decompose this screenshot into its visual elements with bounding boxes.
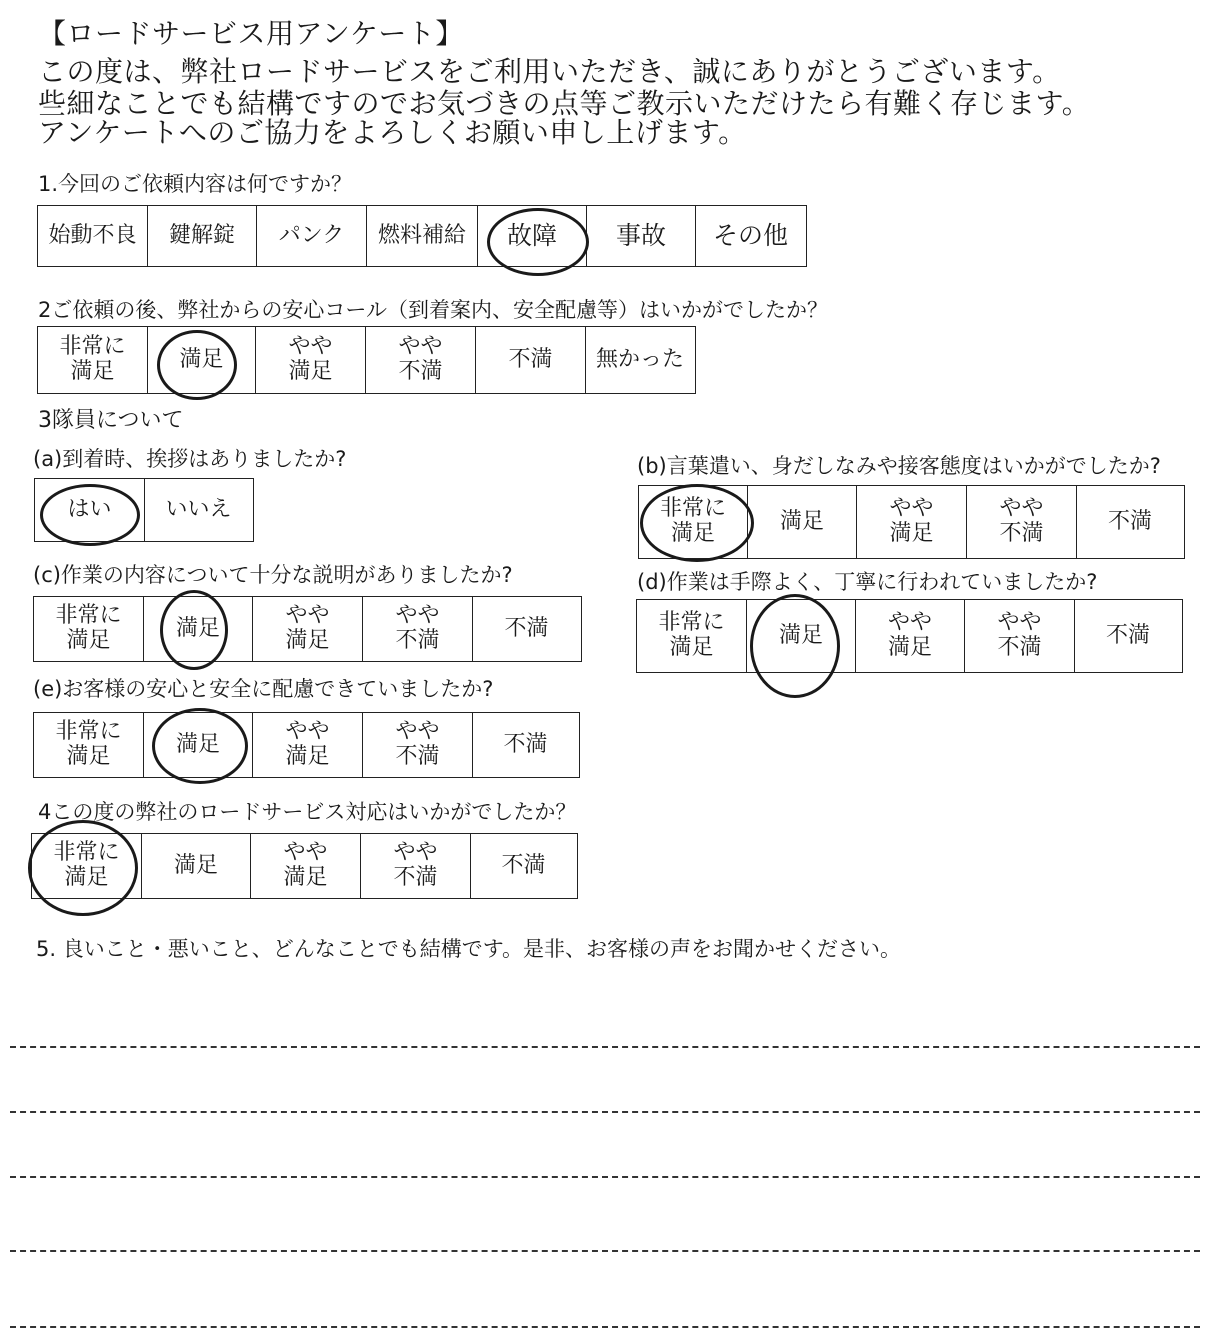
q1-option-selected[interactable] — [478, 206, 587, 266]
q3b-option-label: 非常に — [659, 496, 726, 522]
q3c-options — [33, 596, 582, 662]
q3b-options — [638, 485, 1185, 559]
q4-option[interactable] — [361, 834, 471, 898]
q4-option-label: 非常に — [53, 840, 120, 866]
q3d-option-selected[interactable] — [747, 600, 856, 672]
q4-option-label: やや — [283, 840, 328, 866]
q2-question: 2ご依頼の後、弊社からの安心コール（到着案内、安全配慮等）はいかがでしたか？ — [38, 298, 828, 322]
q3e-options — [33, 712, 580, 778]
q3c-question: (c)作業の内容について十分な説明がありましたか? — [33, 563, 513, 587]
q3d-options — [636, 599, 1183, 673]
q1-option[interactable] — [587, 206, 696, 266]
q3d-question: (d)作業は手際よく、丁寧に行われていましたか? — [637, 570, 1098, 594]
q4-option[interactable] — [142, 834, 251, 898]
q3a-option[interactable] — [145, 479, 252, 541]
q4-option-label: 満足 — [173, 852, 218, 878]
q3c-option-label: 不満 — [395, 628, 440, 653]
q3e-option-label: 不満 — [395, 744, 440, 769]
q3d-option[interactable] — [965, 600, 1075, 672]
q1-option-label: 始動不良 — [48, 222, 137, 248]
q2-options — [37, 326, 696, 394]
q3e-option[interactable] — [363, 713, 473, 777]
q2-option-label: 無かった — [595, 346, 684, 372]
q4-question: 4この度の弊社のロードサービス対応はいかがでしたか？ — [38, 800, 577, 824]
q4-option-selected[interactable] — [32, 834, 142, 898]
q3c-option-label: 不満 — [504, 615, 549, 641]
q3e-option[interactable] — [34, 713, 144, 777]
q3b-option[interactable] — [1077, 486, 1183, 558]
q1-option[interactable] — [696, 206, 805, 266]
q3c-option-label: 満足 — [285, 628, 330, 653]
answer-line[interactable] — [10, 1111, 1200, 1113]
q2-option[interactable] — [586, 327, 694, 393]
q3d-option-label: 不満 — [1105, 622, 1150, 648]
answer-line[interactable] — [10, 1176, 1200, 1178]
q3a-option-label: いいえ — [165, 496, 232, 522]
q3e-option[interactable] — [473, 713, 578, 777]
q1-option-label: 鍵解錠 — [168, 222, 235, 248]
q4-option-label: やや — [393, 840, 438, 866]
q3d-option-label: やや — [997, 610, 1042, 636]
q3d-option-label: 満足 — [887, 635, 932, 660]
q1-option-label: 事故 — [615, 221, 666, 250]
q3e-question: (e)お客様の安心と安全に配慮できていましたか? — [33, 677, 494, 701]
q3a-option-label: はい — [67, 496, 112, 522]
q5-question: 5. 良いこと・悪いこと、どんなことでも結構です。是非、お客様の声をお聞かせください。 — [36, 937, 902, 961]
q4-option-label: 満足 — [283, 865, 328, 890]
q3c-option[interactable] — [34, 597, 144, 661]
q2-option-label: 満足 — [179, 346, 224, 372]
q3d-option-label: 不満 — [997, 635, 1042, 660]
q4-options — [31, 833, 578, 899]
q2-option-label: やや — [288, 334, 333, 360]
q2-option-label: 満足 — [70, 359, 115, 384]
q2-option-label: 不満 — [398, 359, 443, 384]
q3e-option-label: やや — [395, 719, 440, 745]
q3c-option[interactable] — [363, 597, 473, 661]
q3e-option-label: 満足 — [66, 744, 111, 769]
q3d-option-label: 満足 — [778, 622, 823, 648]
q3b-option[interactable] — [967, 486, 1077, 558]
q3c-option-selected[interactable] — [144, 597, 253, 661]
q3b-option[interactable] — [748, 486, 857, 558]
q3b-option-label: 満足 — [670, 521, 715, 546]
q3c-option-label: 満足 — [175, 615, 220, 641]
q3a-option-selected[interactable] — [35, 479, 145, 541]
q3c-option-label: やや — [395, 603, 440, 629]
q3e-option-label: 不満 — [503, 731, 548, 757]
q1-option-label: 燃料補給 — [377, 222, 466, 248]
q3b-option-label: 不満 — [999, 521, 1044, 546]
q3c-option[interactable] — [253, 597, 363, 661]
q3a-question: (a)到着時、挨拶はありましたか? — [33, 447, 347, 471]
q3e-option-selected[interactable] — [144, 713, 253, 777]
q1-option-label: 故障 — [506, 221, 557, 250]
answer-line[interactable] — [10, 1326, 1200, 1328]
q3b-option[interactable] — [857, 486, 967, 558]
q1-options — [37, 205, 807, 267]
q4-option-label: 不満 — [501, 852, 546, 878]
q3e-option-label: 満足 — [175, 731, 220, 757]
q2-option-label: 非常に — [59, 334, 126, 360]
q2-option[interactable] — [366, 327, 476, 393]
q3d-option-label: 満足 — [669, 635, 714, 660]
q3-heading: 3隊員について — [38, 408, 184, 433]
q3e-option[interactable] — [253, 713, 363, 777]
q3b-question: (b)言葉遣い、身だしなみや接客態度はいかがでしたか? — [637, 454, 1161, 478]
q3c-option[interactable] — [473, 597, 580, 661]
q3d-option-label: 非常に — [658, 610, 725, 636]
q3e-option-label: やや — [285, 719, 330, 745]
q2-option[interactable] — [38, 327, 148, 393]
q4-option[interactable] — [471, 834, 576, 898]
q2-option[interactable] — [476, 327, 586, 393]
q4-option-label: 不満 — [393, 865, 438, 890]
q3d-option[interactable] — [1075, 600, 1181, 672]
q3d-option[interactable] — [856, 600, 965, 672]
q2-option-label: 不満 — [508, 346, 553, 372]
q3b-option-label: やや — [999, 496, 1044, 522]
q3c-option-label: やや — [285, 603, 330, 629]
q3b-option-label: 満足 — [779, 508, 824, 534]
q1-option[interactable] — [148, 206, 257, 266]
q3e-option-label: 非常に — [55, 719, 122, 745]
q2-option-label: 満足 — [288, 359, 333, 384]
q3d-option[interactable] — [637, 600, 747, 672]
q1-option[interactable] — [38, 206, 148, 266]
q3c-option-label: 非常に — [55, 603, 122, 629]
q3b-option-selected[interactable] — [639, 486, 748, 558]
q3e-option-label: 満足 — [285, 744, 330, 769]
q2-option[interactable] — [256, 327, 366, 393]
q2-option-label: やや — [398, 334, 443, 360]
q4-option[interactable] — [251, 834, 361, 898]
intro-line-1: この度は、弊社ロードサービスをご利用いただき、誠にありがとうございます。 — [38, 55, 1061, 88]
intro-line-2: 些細なことでも結構ですのでお気づきの点等ご教示いただけたら有難く存じます。 — [38, 87, 1091, 120]
q3c-option-label: 満足 — [66, 628, 111, 653]
q1-question: 1.今回のご依頼内容は何ですか？ — [38, 172, 353, 196]
q3a-options — [34, 478, 254, 542]
q3b-option-label: やや — [889, 496, 934, 522]
q3b-option-label: 満足 — [889, 521, 934, 546]
q2-option-selected[interactable] — [148, 327, 256, 393]
q1-option-label: パンク — [278, 222, 345, 248]
survey-title: 【ロードサービス用アンケート】 — [38, 17, 464, 50]
intro-line-3: アンケートへのご協力をよろしくお願い申し上げます。 — [38, 116, 747, 149]
answer-line[interactable] — [10, 1046, 1200, 1048]
q1-option[interactable] — [367, 206, 478, 266]
q1-option-label: その他 — [712, 221, 788, 250]
q3d-option-label: やや — [887, 610, 932, 636]
answer-line[interactable] — [10, 1250, 1200, 1252]
q1-option[interactable] — [257, 206, 367, 266]
q4-option-label: 満足 — [64, 865, 109, 890]
q3b-option-label: 不満 — [1107, 508, 1152, 534]
